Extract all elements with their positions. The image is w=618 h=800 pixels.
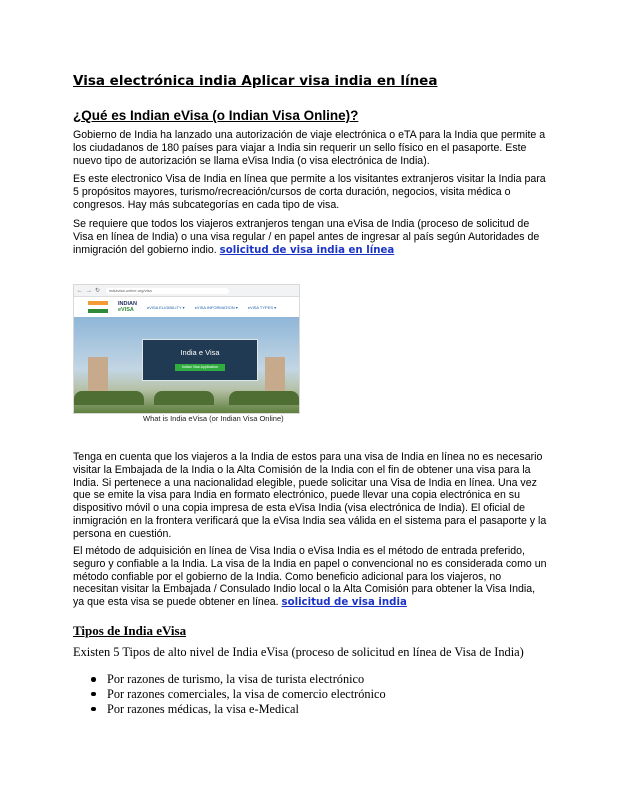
back-arrow-icon: ← [77, 287, 83, 294]
visa-application-button: Indian Visa Application [175, 364, 225, 371]
bullet-icon [91, 707, 96, 712]
hero-banner-title: India e Visa [180, 348, 220, 357]
trees-middle [154, 391, 214, 405]
hero-banner [142, 339, 258, 381]
reload-icon: ↻ [95, 287, 101, 294]
paragraph-purposes: Es este electronico Visa de India en línea que permite a los visitantes extranjeros visitar la India para 5 propósitos mayores, turismo/recreación/cursos de corta duración, negocios, visita médica o congresos. Hay más subcategorías en cada tipo de visa. [73, 173, 546, 211]
paragraph-method [73, 545, 549, 610]
paragraph-embassy: Tenga en cuenta que los viajeros a la India de estos para una visa de India en línea no es necesario visitar la Embajada de la India o la Alta Comisión de la India con el fin de obtener una visa para la India. Si pertenece a una nacionalidad elegible, puede solicitar una Visa de India en línea. Una vez que se emite la visa para India en formato electrónico, puede llevar una copia electrónica en su dispositivo móvil o una copia impresa de esta eVisa India (visa electrónica de India). El oficial de inmigración en la frontera verificará que la eVisa India sea válida en el sistema para el pasaporte y la persona en cuestión. [73, 451, 547, 540]
section-heading-what-is: ¿Qué es Indian eVisa (o Indian Visa Online)? [73, 108, 359, 123]
india-gate-scene [74, 317, 299, 413]
visa-application-link[interactable]: solicitud de visa india en línea [219, 244, 395, 256]
forward-arrow-icon: → [86, 287, 92, 294]
menu-item-information: eVISA INFORMATION ▾ [194, 304, 238, 310]
image-caption: What is India eVisa (or Indian Visa Online) [143, 414, 284, 423]
visa-india-link[interactable]: solicitud de visa india [281, 597, 407, 609]
website-screenshot [73, 284, 300, 414]
paragraph-requirement [73, 218, 549, 257]
paragraph-intro: Gobierno de India ha lanzado una autorización de viaje electrónica o eTA para la India que permite a los ciudadanos de 180 países para viajar a India sin requerir un sello físico en el pasaporte. Este nuevo tipo de autorización se llama eVisa India (o visa electrónica de India). [73, 129, 546, 167]
list-item-text: Por razones de turismo, la visa de turista electrónico [107, 672, 365, 686]
trees-right [229, 391, 299, 405]
document-title: Visa electrónica india Aplicar visa india en línea [73, 73, 438, 89]
logo-line-2: eVISA [118, 307, 134, 313]
list-item [87, 702, 386, 717]
menu-item-eligibility: eVISA ELIGIBILITY ▾ [146, 304, 185, 310]
bullet-icon [91, 677, 96, 682]
visa-types-list [87, 672, 386, 716]
types-intro: Existen 5 Tipos de alto nivel de India eVisa (proceso de solicitud en línea de Visa de India) [73, 645, 524, 659]
site-header [74, 297, 299, 318]
logo-line-1: INDIAN [118, 301, 137, 307]
menu-item-types: eVISA TYPES ▾ [247, 304, 277, 310]
paragraph-method-text: El método de adquisición en línea de Visa India o eVisa India es el método de entrada preferido, seguro y confiable a la India. La visa de la India en papel o convencional no es considerada como un método confiable por el gobierno de la India. Como beneficio adicional para los viajeros, no necesitan visitar la Embajada / Consulado Indio local o la Alta Comisión para obtener la Visa India, ya que esta visa se puede obtener en línea. [73, 545, 547, 609]
bullet-icon [91, 692, 96, 697]
site-logo [118, 301, 137, 313]
india-flag-icon [88, 301, 108, 313]
list-item-text: Por razones comerciales, la visa de comercio electrónico [107, 686, 386, 701]
trees-left [74, 391, 144, 405]
browser-url: indiavisa-online.org/visa [106, 288, 229, 294]
list-item-text: Por razones médicas, la visa e-Medical [107, 701, 299, 716]
section-heading-types: Tipos de India eVisa [73, 623, 187, 638]
list-item [87, 672, 386, 687]
list-item [87, 687, 386, 702]
browser-address-bar [74, 285, 299, 297]
paragraph-requirement-text: Se requiere que todos los viajeros extranjeros tengan una eVisa de India (proceso de solicitud de Visa en línea de India) o una visa regular / en papel antes de ingresar al país según Autoridades de inmigración del gobierno indio. [73, 218, 540, 256]
